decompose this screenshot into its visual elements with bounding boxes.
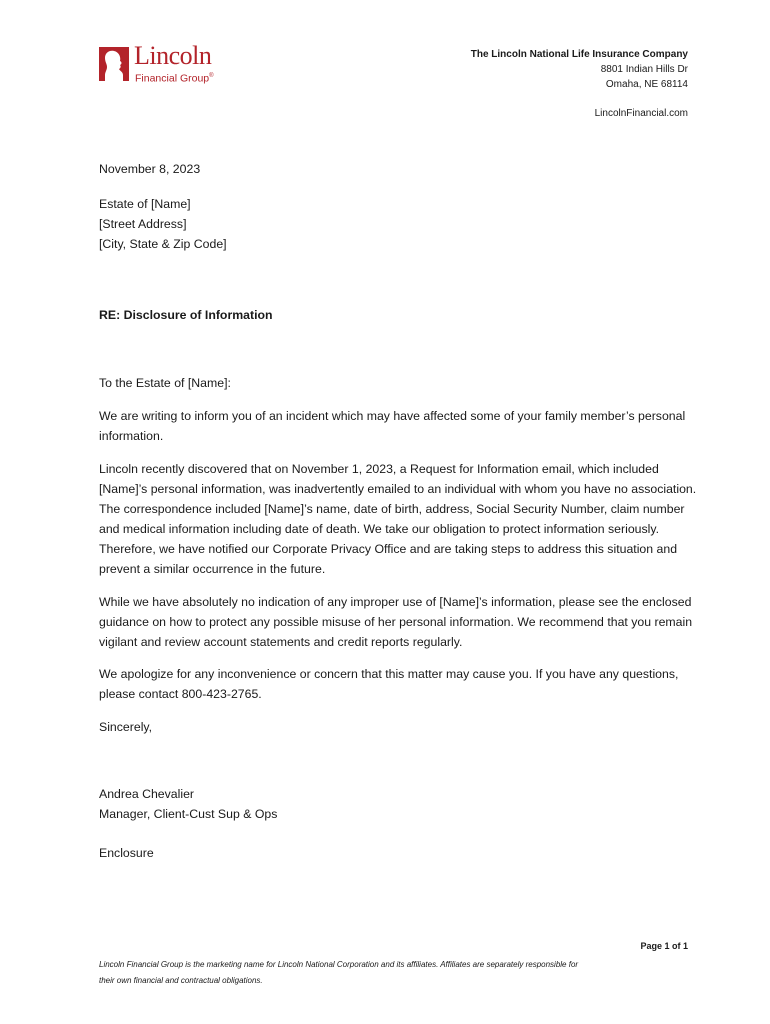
lincoln-logo: [97, 41, 227, 85]
company-name: The Lincoln National Life Insurance Company: [470, 49, 688, 60]
paragraph-3-text: While we have absolutely no indication of any improper use of [Name]’s information, please see the enclosed guidance on how to protect any possible misuse of her personal information. We recommend that you remain vigilant and review account statements and credit reports regularly.: [99, 595, 693, 649]
enclosure-text: Enclosure: [99, 846, 154, 860]
recipient-line2: [Street Address]: [99, 217, 187, 231]
logo-wordmark: Lincoln: [134, 41, 212, 70]
letter-paragraph-2: [99, 459, 699, 579]
footer-disclaimer: Lincoln Financial Group is the marketing name for Lincoln National Corporation and its affiliates. Affiliates are separately responsible for their own financial and contractual obligations.: [99, 960, 579, 985]
recipient-line3: [City, State & Zip Code]: [99, 237, 227, 251]
paragraph-1-text: We are writing to inform you of an incident which may have affected some of your family member’s personal information.: [99, 409, 686, 443]
recipient-line1: Estate of [Name]: [99, 197, 191, 211]
signer-name: Andrea Chevalier: [99, 787, 195, 801]
subject-line: RE: Disclosure of Information: [99, 308, 273, 322]
logo-subtitle-text: Financial Group: [135, 72, 210, 85]
letter-paragraph-3: [99, 592, 699, 652]
letter-enclosure: [99, 843, 699, 863]
page-number: Page 1 of 1: [640, 941, 688, 951]
letter-subject: [99, 305, 699, 325]
company-address-line2: Omaha, NE 68114: [605, 79, 688, 90]
logo-registered-mark: ®: [209, 73, 214, 79]
company-address-block: [471, 47, 688, 121]
company-address-line1: 8801 Indian Hills Dr: [600, 64, 688, 75]
paragraph-2-text: Lincoln recently discovered that on November 1, 2023, a Request for Information email, which included [Name]’s personal information, was inadvertently emailed to an individual with whom you have no association. The correspondence included [Name]’s name, date of birth, address, Social Security Number, claim number and medical information including date of death. We take our obligation to protect information seriously. Therefore, we have notified our Corporate Privacy Office and are taking steps to address this situation and prevent a similar occurrence in the future.: [99, 462, 697, 576]
paragraph-4-text: We apologize for any inconvenience or concern that this matter may cause you. If you have any questions, please contact 800-423-2765.: [99, 667, 679, 701]
logo-subtitle: [135, 70, 214, 85]
signature-block: [99, 784, 699, 824]
letter-closing: [99, 717, 699, 737]
company-website-link[interactable]: LincolnFinancial.com: [594, 108, 688, 119]
letter-date: [99, 159, 699, 179]
letter-paragraph-1: [99, 406, 699, 446]
closing-text: Sincerely,: [99, 720, 153, 734]
letter-paragraph-4: [99, 664, 699, 704]
salutation-text: To the Estate of [Name]:: [99, 376, 231, 390]
lincoln-portrait-icon: [97, 45, 131, 83]
signer-title: Manager, Client-Cust Sup & Ops: [99, 807, 278, 821]
letter-salutation: [99, 373, 699, 393]
letter-date-text: November 8, 2023: [99, 162, 201, 176]
recipient-address: [99, 194, 699, 254]
